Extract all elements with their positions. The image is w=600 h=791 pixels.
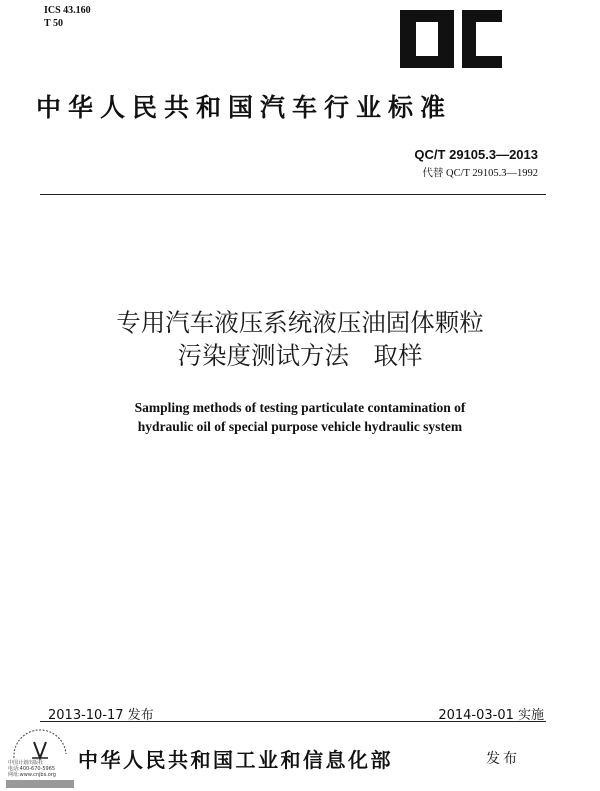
- title-cn-line1: 专用汽车液压系统液压油固体颗粒: [116, 308, 484, 337]
- replaces-standard: 代替 QC/T 29105.3—1992: [422, 168, 538, 179]
- industry-standard-title: 中华人民共和国汽车行业标准: [36, 93, 453, 122]
- title-cn-line2: 污染度测试方法 取样: [177, 341, 423, 370]
- stamp-line1: 中国计划出版社: [8, 760, 44, 766]
- release-label: 发布: [486, 751, 520, 767]
- stamp-text: [8, 760, 68, 778]
- stamp-line3: 网址:www.cnjbs.org: [8, 772, 56, 778]
- publisher-stamp-icon: [6, 728, 74, 788]
- implement-date: 2014-03-01 实施: [438, 708, 544, 723]
- stamp-line2: 电话:400-670-5965: [8, 766, 56, 772]
- title-en-line1: Sampling methods of testing particulate contamination of: [134, 400, 466, 415]
- top-divider: [40, 194, 546, 195]
- ics-code: ICS 43.160: [44, 5, 91, 16]
- title-en-line2: hydraulic oil of special purpose vehicle hydraulic system: [137, 419, 463, 434]
- bottom-divider: [40, 721, 546, 722]
- logo-letter-c: [462, 10, 502, 68]
- ics-block: [44, 4, 91, 30]
- issuer-name: 中华人民共和国工业和信息化部: [78, 748, 393, 772]
- publish-date: 2013-10-17 发布: [48, 708, 154, 723]
- qc-logo: [400, 10, 502, 68]
- logo-letter-q: [400, 10, 454, 68]
- standard-number: QC/T 29105.3—2013: [414, 147, 538, 162]
- classification-code: T 50: [44, 18, 63, 29]
